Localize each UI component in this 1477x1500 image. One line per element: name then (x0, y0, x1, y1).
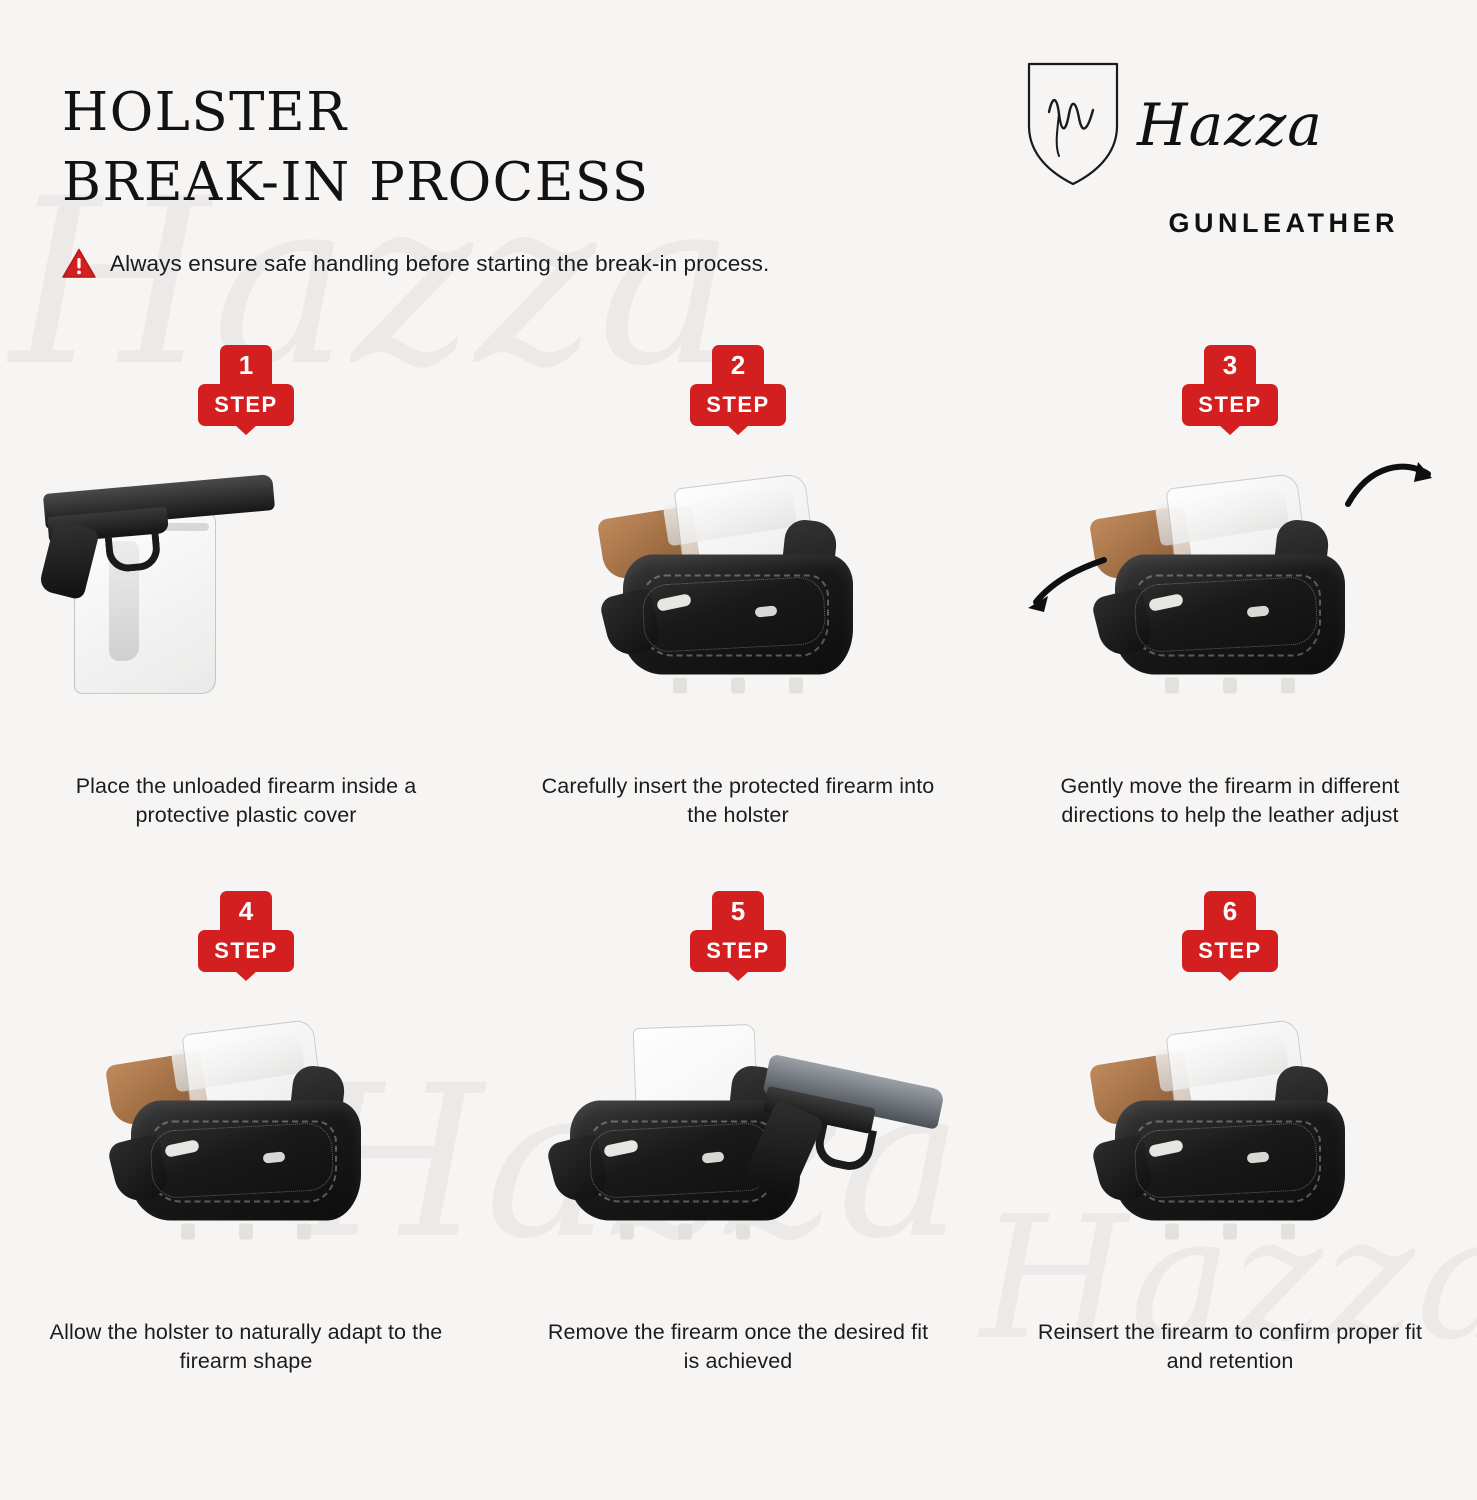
step-number-1: 1 (220, 345, 272, 387)
steps-grid (0, 345, 1477, 1375)
steps-row-2 (0, 891, 1477, 1375)
holster-icon (583, 477, 893, 712)
step-number-5: 5 (712, 891, 764, 933)
step-number-3: 3 (1204, 345, 1256, 387)
step-illustration-2 (518, 450, 958, 750)
holster-icon (1075, 1023, 1385, 1258)
shield-logo-icon (1019, 52, 1127, 192)
step-illustration-6 (1010, 996, 1450, 1296)
holster-icon (1075, 477, 1385, 712)
step-word-4: STEP (198, 930, 294, 972)
step-card-2 (492, 345, 984, 829)
page-title (62, 78, 922, 218)
step-caption-6: Reinsert the firearm to confirm proper fit and retention (1037, 1320, 1423, 1373)
step-word-2: STEP (690, 384, 786, 426)
step-badge-1 (198, 345, 294, 426)
brand-logo (1019, 52, 1409, 257)
step-illustration-5 (518, 996, 958, 1296)
safety-notice-text: Always ensure safe handling before starting the break-in process. (110, 250, 770, 276)
step-caption-4: Allow the holster to naturally adapt to the firearm shape (49, 1320, 443, 1373)
step-caption-5: Remove the firearm once the desired fit is achieved (547, 1320, 929, 1373)
brand-name: Hazza (1137, 91, 1323, 159)
step-word-5: STEP (690, 930, 786, 972)
title-line-2: BREAK-IN PROCESS (62, 151, 650, 213)
step-word-6: STEP (1182, 930, 1278, 972)
step-badge-4 (198, 891, 294, 972)
step-badge-6 (1182, 891, 1278, 972)
step-number-4: 4 (220, 891, 272, 933)
brand-subtitle: GUNLEATHER (1168, 208, 1399, 238)
step-caption-1: Place the unloaded firearm inside a protective plastic cover (75, 774, 417, 827)
step-number-6: 6 (1204, 891, 1256, 933)
step-card-4 (0, 891, 492, 1375)
step-card-6 (984, 891, 1476, 1375)
safety-notice (62, 248, 769, 279)
warning-triangle-icon (62, 248, 96, 279)
holster-icon (91, 1023, 401, 1258)
step-illustration-4 (26, 996, 466, 1296)
step-badge-3 (1182, 345, 1278, 426)
step-illustration-3 (1010, 450, 1450, 750)
step-caption-3: Gently move the firearm in different directions to help the leather adjust (1060, 774, 1400, 827)
step-number-2: 2 (712, 345, 764, 387)
step-illustration-1 (26, 450, 466, 750)
step-card-3 (984, 345, 1476, 829)
step-card-1 (0, 345, 492, 829)
title-line-1: HOLSTER (62, 82, 348, 143)
pistol-icon (44, 460, 284, 580)
step-word-1: STEP (198, 384, 294, 426)
step-word-3: STEP (1182, 384, 1278, 426)
step-badge-2 (690, 345, 786, 426)
step-card-5 (492, 891, 984, 1375)
step-caption-2: Carefully insert the protected firearm into the holster (541, 774, 935, 827)
steps-row-1 (0, 345, 1477, 829)
header (0, 0, 1477, 330)
step-badge-5 (690, 891, 786, 972)
